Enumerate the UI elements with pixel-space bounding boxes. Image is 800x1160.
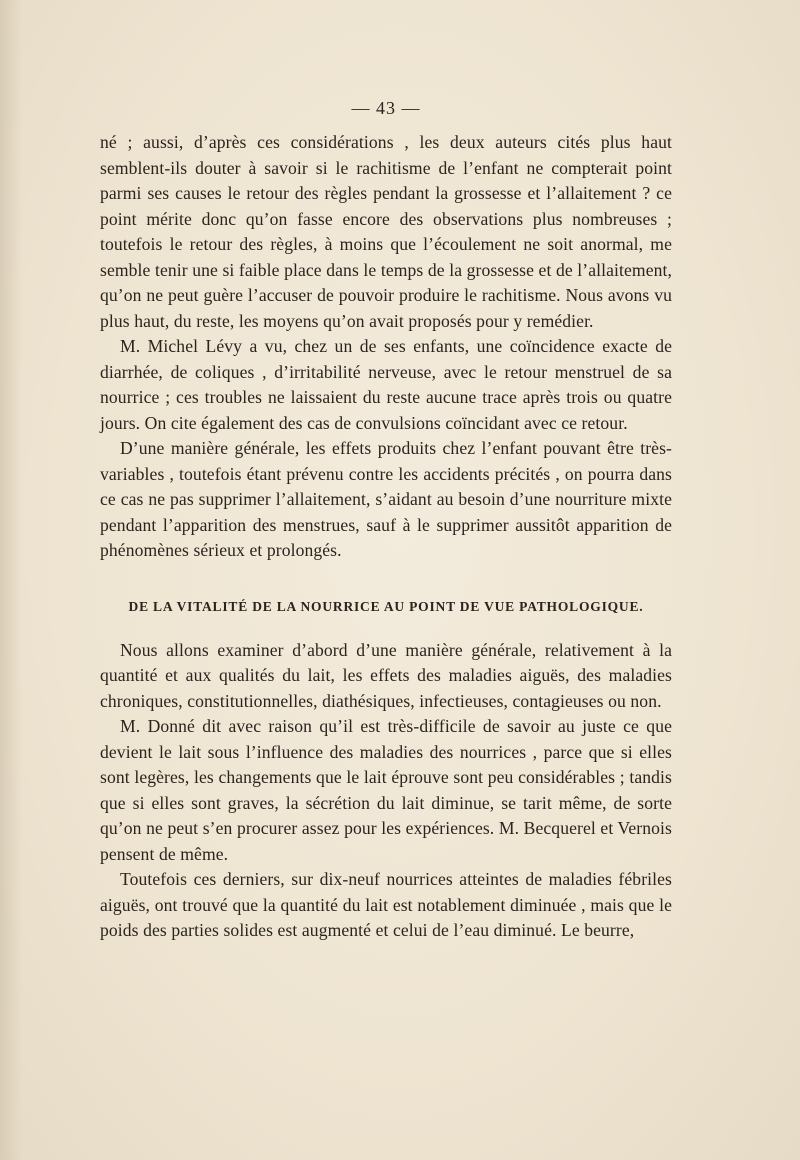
page-edge-shadow: [0, 0, 22, 1160]
paragraph: D’une manière générale, les effets produits chez l’enfant pouvant être très-variables , toutefois étant prévenu contre les accidents précités , on pourra dans ce cas ne pas supprimer l’allaitement, s’aidant au besoin d’une nourriture mixte pendant l’apparition des menstrues, sauf à le supprimer aussitôt apparition de phénomènes sérieux et prolongés.: [100, 438, 672, 560]
section-heading: DE LA VITALITÉ DE LA NOURRICE AU POINT DE VUE PATHOLOGIQUE.: [128, 598, 644, 614]
paragraph: M. Michel Lévy a vu, chez un de ses enfants, une coïncidence exacte de diarrhée, de coliques , d’irritabilité nerveuse, avec le retour menstruel de sa nourrice ; ces troubles ne laissaient du reste aucune trace après trois ou quatre jours. On cite également des cas de convulsions coïncidant avec ce retour.: [100, 336, 672, 433]
page-number: — 43 —: [351, 98, 421, 118]
text-block: [100, 94, 672, 944]
paragraph: M. Donné dit avec raison qu’il est très-difficile de savoir au juste ce que devient le lait sous l’influence des maladies des nourrices , parce que si elles sont legères, les changements que le lait éprouve sont peu considérables ; tandis que si elles sont graves, la sécrétion du lait diminue, se tarit même, de sorte qu’on ne peut s’en procurer assez pour les expériences. M. Becquerel et Vernois pensent de même.: [100, 716, 672, 864]
paragraph: Toutefois ces derniers, sur dix-neuf nourrices atteintes de maladies fébriles aiguës, ont trouvé que la quantité du lait est notablement diminuée , mais que le poids des parties solides est augmenté et celui de l’eau diminué. Le beurre,: [100, 869, 672, 940]
paragraph: né ; aussi, d’après ces considérations , les deux auteurs cités plus haut semblent-ils douter à savoir si le rachitisme de l’enfant ne compterait point parmi ses causes le retour des règles pendant la grossesse et l’allaitement ? ce point mérite donc qu’on fasse encore des observations plus nombreuses ; toutefois le retour des règles, à moins que l’écoulement ne soit anormal, me semble tenir une si faible place dans le temps de la grossesse et de l’allaitement, qu’on ne peut guère l’accuser de pouvoir produire le rachitisme. Nous avons vu plus haut, du reste, les moyens qu’on avait proposés pour y remédier.: [100, 132, 672, 331]
paragraph: Nous allons examiner d’abord d’une manière générale, relativement à la quantité et aux qualités du lait, les effets des maladies aiguës, des maladies chroniques, constitutionnelles, diathésiques, infectieuses, contagieuses ou non.: [100, 639, 672, 711]
